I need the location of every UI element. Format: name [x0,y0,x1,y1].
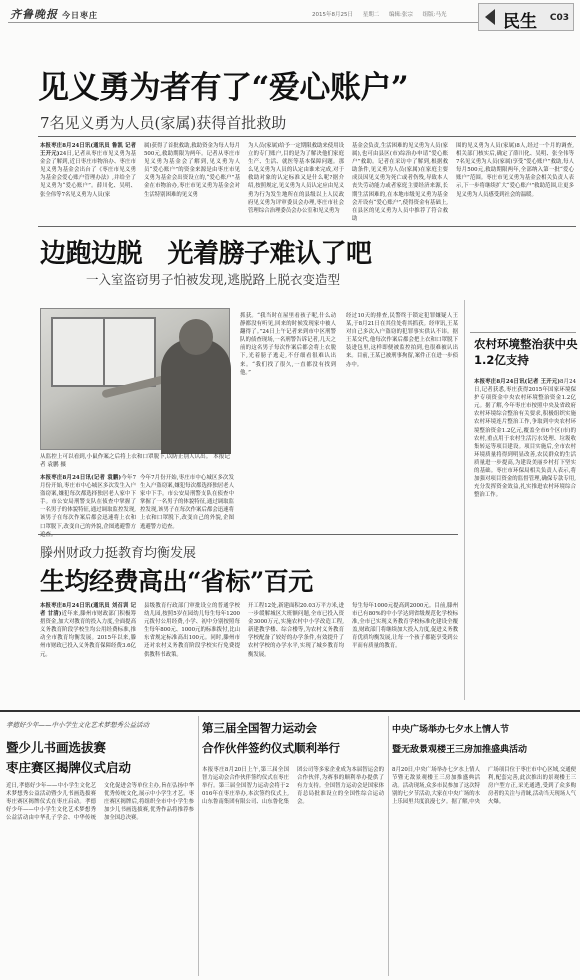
story2-subhead: 一入室盗窃男子怕被发现,逃脱路上脱衣变造型 [86,272,340,287]
story3-top-rule [38,534,458,535]
photo-caption: 从监控上可以看到,小鼠作案之后将上衣和口罩脱下,以防止别人认出。 本报记者 袁鹏 摄 [40,454,230,468]
bottom1-body: 近日,孝德好少年——中小学生文化艺术梦想秀公益活动暨少儿书画选拔赛枣庄赛区揭牌仪式在枣庄启动。孝德好少年——中小学生文化艺术梦想秀公益活动由中华孔子学会、中华传统文化促进会等单位主办,旨在弘扬中华优秀传统文化,展示中小学生才艺。枣庄赛区揭牌后,将组织全市中小学生参加少儿书画选拔赛,优秀作品将推荐参加全国总决赛。 [6,783,194,822]
story2-headline: 边跑边脱 光着膀子难认了吧 [40,239,372,269]
story1-rule [38,136,576,137]
story3-headline: 生均经费高出“省标”百元 [40,567,313,596]
issue-designer: 组版:马光 [422,12,447,18]
story1-column-4: 基金会负责,生活困难的见义勇为人员(家属),也可由县区(市)综治办申请“爱心账户”救助。记者在采访中了解到,根据救助条件,见义勇为人员(家属)在家庭主要成员因见义勇为死亡或者伤残,导致本人丧失劳动能力或者家庭主要经济来源,长期生活困难的,在本地市级见义勇为基金会开设有“爱心账户”,使得资金有基础上,在县区的见义勇为人员中推荐了符合救助 [352,143,448,222]
bottom1-kicker: 孝德好少年——中小学生文化艺术梦想秀公益活动 [6,721,149,729]
page-number: C03 [549,13,569,23]
bottom2-body: 本报枣庄8月20日上午,第三届全国智力运动会合作伙伴签约仪式在枣庄举行。第三届全国智力运动会将于2016年在枣庄举办,本次签约仪式上,山东鲁南集团有限公司、山东鲁化集团公司等多家企业成为本届智运会的合作伙伴,为赛事的顺利举办提供了有力支持。全国智力运动会是国家体育总局批准设立的全国性综合运动会。 [202,767,384,806]
story3-column-4: 每生每年1000元提高到2000元。目前,滕州市已有80%的中小学达到省级规范化学校标准,全市已实现义务教育学校标准化建设全覆盖,财政部门将继续加大投入力度,促进义务教育优质均衡发展,让每一个孩子都能享受到公平而有质量的教育。 [352,603,458,650]
story2-column-2: 抓获。“我当时在屋里看孩子呢,什么动静都没有听见,回来的时候发现家中被人翻得了。”24日上午记者来到市中区刑警队的侦查现场,一名刑警告诉记者,几天之前的这名男子每次作案后都会将上衣脱下,光着膀子逃走,不仔细看很难认出来。“我们找了很久,一直都没有找到他。” [240,313,336,376]
sidebar-divider [464,300,465,700]
story3-column-2: 县级教育行政部门审批设立的普通学校幼儿园,按照5岁在园幼儿每生每年1200元拨付公用经费,小学、初中分别按照每生每年800元、1000元的标准拨付,比山东省规定标准高出100元。同时,滕州市还对农村义务教育阶段学校实行免费提供教科书政策。 [144,603,240,658]
monitor-screen [51,317,156,387]
newspaper-logo: 齐鲁晚报 今日枣庄 [10,8,98,21]
issue-editor: 编辑:张宗 [389,12,413,18]
issue-weekday: 星期二 [362,12,380,18]
bottom2-headline-line1: 第三届全国智力运动会 [202,721,317,735]
issue-info [312,10,454,18]
story2-column-3: 经过10天的排查,民警终于锁定犯罪嫌疑人王某,于8月21日在其住处将其抓获。经审讯,王某对自己多次入户盗窃的犯罪事实供认不讳。据王某交代,他每次作案后都会把上衣和口罩脱下装进包里,这样即便被监控拍到,也很难被认出来。目前,王某已被刑事拘留,案件正在进一步侦办中。 [346,313,458,368]
section-name: 民生 [503,12,537,32]
back-arrow-icon[interactable] [485,9,495,25]
surveillance-photo [40,308,230,450]
story1-column-2: 属)获得了首批救助,救助资金为每人每月500元,救助期限为两年。记者从枣庄市见义勇为基金会了解到,见义勇为人员“爱心账户”的资金来源是由枣庄市见义勇为基金会出资设立的,“爱心账户”基金在市物治办,枣庄市见义勇为基金会对生活特别困难的见义勇 [144,143,240,198]
story3-column-3: 开工程12处,新建面积20.03万平方米,进一步缓解城区大班额问题,全市已投入资金3000万元,实施农村中小学改造工程,新建教学楼、综合楼等,为农村义务教育学校配备了较好的办学条件,有效提升了农村学校的办学水平,实现了城乡教育均衡发展。 [248,603,344,658]
sidebar-body: 本报枣庄8月24日讯(记者 王开元)8月24日,记者获悉,枣庄获得2015年国家环境保护专项资金中央农村环境整治资金1.2亿元。据了解,今年枣庄市按照中央及省政府农村环境综合整治有关要求,积极组织实施农村环境连片整治工作,争取到中央农村环境整治资金1.2亿元,覆盖全市6个区(市)的农村,重点用于农村生活污水处理、垃圾收集转运等项目建设。项目实施后,全市农村环境质量将得到明显改善,农民群众的生活质量进一步提高,为建设美丽乡村打下坚实的基础。枣庄市环保局相关负责人表示,将加强对项目资金的监督管理,确保专款专用,充分发挥资金效益,扎实推进农村环境综合整治工作。 [474,379,576,499]
story1-column-1: 本报枣庄8月24日讯(通讯员 鲁凯 记者 王开元)24日,记者从枣庄市见义勇为基金会了解到,近日枣庄市物治办、枣庄市见义勇为基金会出台了《枣庄市见义勇为基金会爱心账户管理办法》,并给全了见义勇为“爱心账户”。薛川化、吴明、张全伟等7名见义勇为人员(家 [40,143,136,198]
bottom-band-rule [0,710,580,712]
bottom2-headline-line2: 合作伙伴签约仪式顺利举行 [202,741,340,755]
story1-subhead: 7名见义勇为人员(家属)获得首批救助 [40,114,287,132]
story2-column-1b: 今年7月份开始,枣庄市中心城区多次发生入户盗窃案,嫌犯每次都选择独居老人家中下手。市公安局刑警支队在侦查中掌握了一名男子的体貌特征,通过调取监控发现,该男子在每次作案后都会迅速将上衣和口罩脱下,改变自己的外貌,企图逃避警方追查。 [140,475,234,530]
sidebar-headline: 农村环境整治获中央1.2亿支持 [474,337,578,367]
masthead-rule [8,22,483,23]
bottom3-headline-line1: 中央广场举办七夕水上情人节 [392,725,510,735]
issue-date: 2015年8月25日 [312,12,353,18]
bottom-divider-1 [198,716,199,976]
sidebar-top-rule [470,332,576,333]
bottom3-body: 8月20日,中央广场举办七夕水上情人节暨无敌景观楼王三房加推盛典活动。活动现场,众多市民参加了这次特别的七夕节活动,大家在中央广场的水上乐园里共度浪漫七夕。据了解,中央广场项目位于枣庄市中心区域,交通便利,配套完善,此次推出的景观楼王三房户型方正,采光通透,受到了众多购房者的关注与青睐,活动当天现场人气火爆。 [392,767,576,806]
bottom1-headline-line2: 枣庄赛区揭牌仪式启动 [6,760,132,775]
story1-headline: 见义勇为者有了“爱心账户” [38,70,409,106]
story3-column-1: 本报枣庄8月24日讯(通讯员 刘召训 记者 甘清)近年来,滕州市财政部门积极筹措资金,加大对教育的投入力度,全面提高义务教育阶段学校生均公用经费标准,推动全市教育均衡发展。2015年以来,滕州市财政已投入义务教育保障经费3.6亿元。 [40,603,136,658]
bottom-divider-2 [388,716,389,976]
story3-kicker: 滕州财政力挺教育均衡发展 [40,546,197,561]
bottom3-headline-line2: 暨无敌景观楼王三房加推盛典活动 [392,745,528,755]
story1-bottom-rule [38,226,576,227]
story2-column-1: 本报枣庄8月24日讯(记者 袁鹏)今年7月份开始,枣庄市中心城区多次发生入户盗窃案,嫌犯每次都选择独居老人家中下手。市公安局刑警支队在侦查中掌握了一名男子的体貌特征,通过调取监控发现,该男子在每次作案后都会迅速将上衣和口罩脱下,改变自己的外貌,企图逃避警方 [40,475,136,530]
section-tab[interactable] [478,3,574,31]
story1-column-3: 为人员(家属)给予一定期限救助来使用设立的专门账户,目的是为了解决他们家庭生产、生活、就医等基本保障问题。那么见义勇为人员的认定由谁来完成,对于救助对象的认定标准又是什么呢?据介绍,按照规定,见义勇为人员认定应由见义勇为行为发生地所在的县级以上人民政府见义勇为评审委员会办理,枣庄市社会管理综合治理委员会办公室和见义勇为 [248,143,344,214]
bottom1-headline-line1: 暨少儿书画选拔赛 [6,740,107,755]
story1-column-5: 围的见义勇为人员(家属)8人,经过一个月的调查,相关部门核实后,确定了薛川化、吴明、张全伟等7名见义勇为人员(家属)享受“爱心账户”救助,每人每月500元,救助期限两年,全部纳入第一批“爱心账户”范围。枣庄市见义勇为基金会相关负责人表示,下一步将继续扩大“爱心账户”救助范围,让更多见义勇为人员感受到社会的温暖。 [456,143,574,198]
